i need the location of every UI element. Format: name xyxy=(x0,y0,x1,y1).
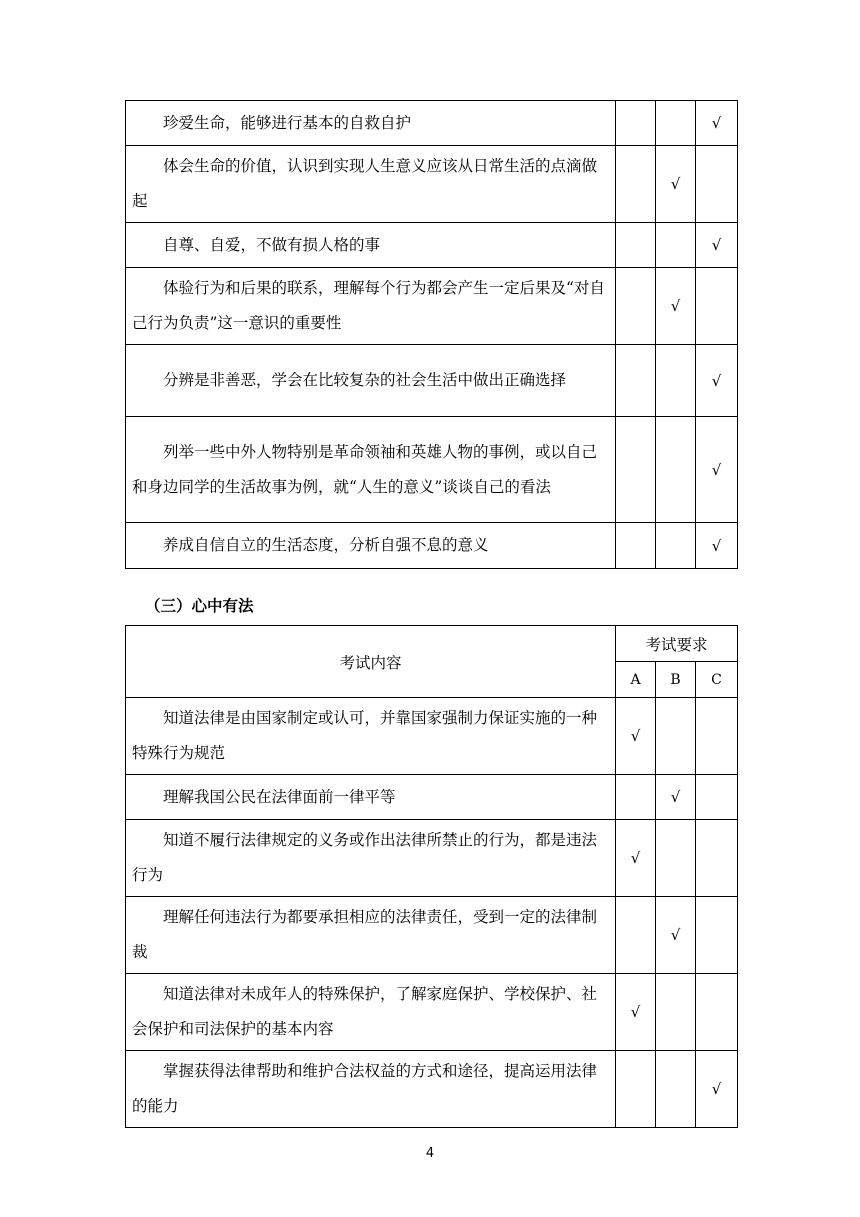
level-a-mark xyxy=(616,775,656,820)
level-c-mark xyxy=(696,820,738,897)
table-row xyxy=(126,101,738,146)
level-b-mark: √ xyxy=(656,775,696,820)
level-a-mark: √ xyxy=(616,820,656,897)
level-b-mark xyxy=(656,223,696,268)
level-a-mark xyxy=(616,146,656,223)
table-row xyxy=(126,417,738,523)
header-level-c: C xyxy=(696,662,738,698)
table-row xyxy=(126,146,738,223)
row-content-text: 掌握获得法律帮助和维护合法权益的方式和途径，提高运用法律的能力 xyxy=(132,1062,598,1115)
row-content-text: 理解任何违法行为都要承担相应的法律责任，受到一定的法律制裁 xyxy=(132,908,598,961)
level-c-mark xyxy=(696,268,738,345)
level-c-mark xyxy=(696,974,738,1051)
row-content-cell xyxy=(126,146,616,223)
row-content-cell xyxy=(126,974,616,1051)
row-content-cell xyxy=(126,223,616,268)
level-a-mark xyxy=(616,223,656,268)
level-c-mark: √ xyxy=(696,101,738,146)
row-content-cell xyxy=(126,698,616,775)
row-content-text: 知道不履行法律规定的义务或作出法律所禁止的行为，都是违法行为 xyxy=(132,831,598,884)
level-a-mark xyxy=(616,345,656,417)
level-a-mark xyxy=(616,101,656,146)
row-content-cell xyxy=(126,775,616,820)
level-c-mark xyxy=(696,897,738,974)
row-content-text: 珍爱生命，能够进行基本的自救自护 xyxy=(163,113,412,132)
table-row xyxy=(126,223,738,268)
level-b-mark xyxy=(656,417,696,523)
level-a-mark xyxy=(616,1051,656,1128)
table-row xyxy=(126,897,738,974)
law-requirements-table xyxy=(125,625,738,1128)
level-c-mark xyxy=(696,698,738,775)
row-content-text: 养成自信自立的生活态度，分析自强不息的意义 xyxy=(163,536,489,554)
row-content-cell xyxy=(126,101,616,146)
row-content-cell xyxy=(126,820,616,897)
table-row xyxy=(126,698,738,775)
level-a-mark xyxy=(616,897,656,974)
table-row xyxy=(126,775,738,820)
level-a-mark xyxy=(616,268,656,345)
level-c-mark: √ xyxy=(696,1051,738,1128)
row-content-cell xyxy=(126,897,616,974)
table-row xyxy=(126,1051,738,1128)
level-b-mark xyxy=(656,698,696,775)
level-b-mark xyxy=(656,101,696,146)
row-content-text: 列举一些中外人物特别是革命领袖和英雄人物的事例，或以自己和身边同学的生活故事为例，就“人生的意义”谈谈自己的看法 xyxy=(132,442,598,496)
table2-body xyxy=(126,698,738,1128)
table-row xyxy=(126,523,738,569)
level-c-mark: √ xyxy=(696,345,738,417)
row-content-text: 体会生命的价值，认识到实现人生意义应该从日常生活的点滴做起 xyxy=(132,157,598,210)
row-content-cell xyxy=(126,1051,616,1128)
level-b-mark xyxy=(656,523,696,569)
level-c-mark: √ xyxy=(696,417,738,523)
level-b-mark: √ xyxy=(656,268,696,345)
header-row-top xyxy=(126,626,738,662)
header-level-b: B xyxy=(656,662,696,698)
level-a-mark xyxy=(616,523,656,569)
page-number: 4 xyxy=(425,1146,435,1161)
row-content-text: 分辨是非善恶，学会在比较复杂的社会生活中做出正确选择 xyxy=(163,371,567,389)
level-b-mark xyxy=(656,974,696,1051)
level-c-mark: √ xyxy=(696,523,738,569)
row-content-text: 理解我国公民在法律面前一律平等 xyxy=(163,787,396,806)
row-content-cell xyxy=(126,268,616,345)
row-content-cell xyxy=(126,417,616,523)
header-level-a: A xyxy=(616,662,656,698)
level-c-mark xyxy=(696,775,738,820)
row-content-cell xyxy=(126,523,616,569)
requirements-table-continued xyxy=(125,100,738,569)
level-a-mark: √ xyxy=(616,974,656,1051)
header-content-label: 考试内容 xyxy=(126,626,616,698)
level-a-mark: √ xyxy=(616,698,656,775)
level-a-mark xyxy=(616,417,656,523)
row-content-text: 体验行为和后果的联系，理解每个行为都会产生一定后果及“对自己行为负责”这一意识的重要性 xyxy=(132,279,605,332)
table-row xyxy=(126,268,738,345)
level-b-mark xyxy=(656,1051,696,1128)
level-c-mark xyxy=(696,146,738,223)
header-requirement-label: 考试要求 xyxy=(616,626,738,662)
table-row xyxy=(126,345,738,417)
row-content-cell xyxy=(126,345,616,417)
row-content-text: 自尊、自爱，不做有损人格的事 xyxy=(163,235,381,254)
table-row xyxy=(126,820,738,897)
level-b-mark xyxy=(656,820,696,897)
level-c-mark: √ xyxy=(696,223,738,268)
level-b-mark: √ xyxy=(656,146,696,223)
level-b-mark: √ xyxy=(656,897,696,974)
level-b-mark xyxy=(656,345,696,417)
row-content-text: 知道法律对未成年人的特殊保护，了解家庭保护、学校保护、社会保护和司法保护的基本内容 xyxy=(132,985,598,1038)
table1-body xyxy=(126,101,738,569)
row-content-text: 知道法律是由国家制定或认可，并靠国家强制力保证实施的一种特殊行为规范 xyxy=(132,709,598,762)
table-row xyxy=(126,974,738,1051)
section-title: （三）心中有法 xyxy=(145,597,254,615)
